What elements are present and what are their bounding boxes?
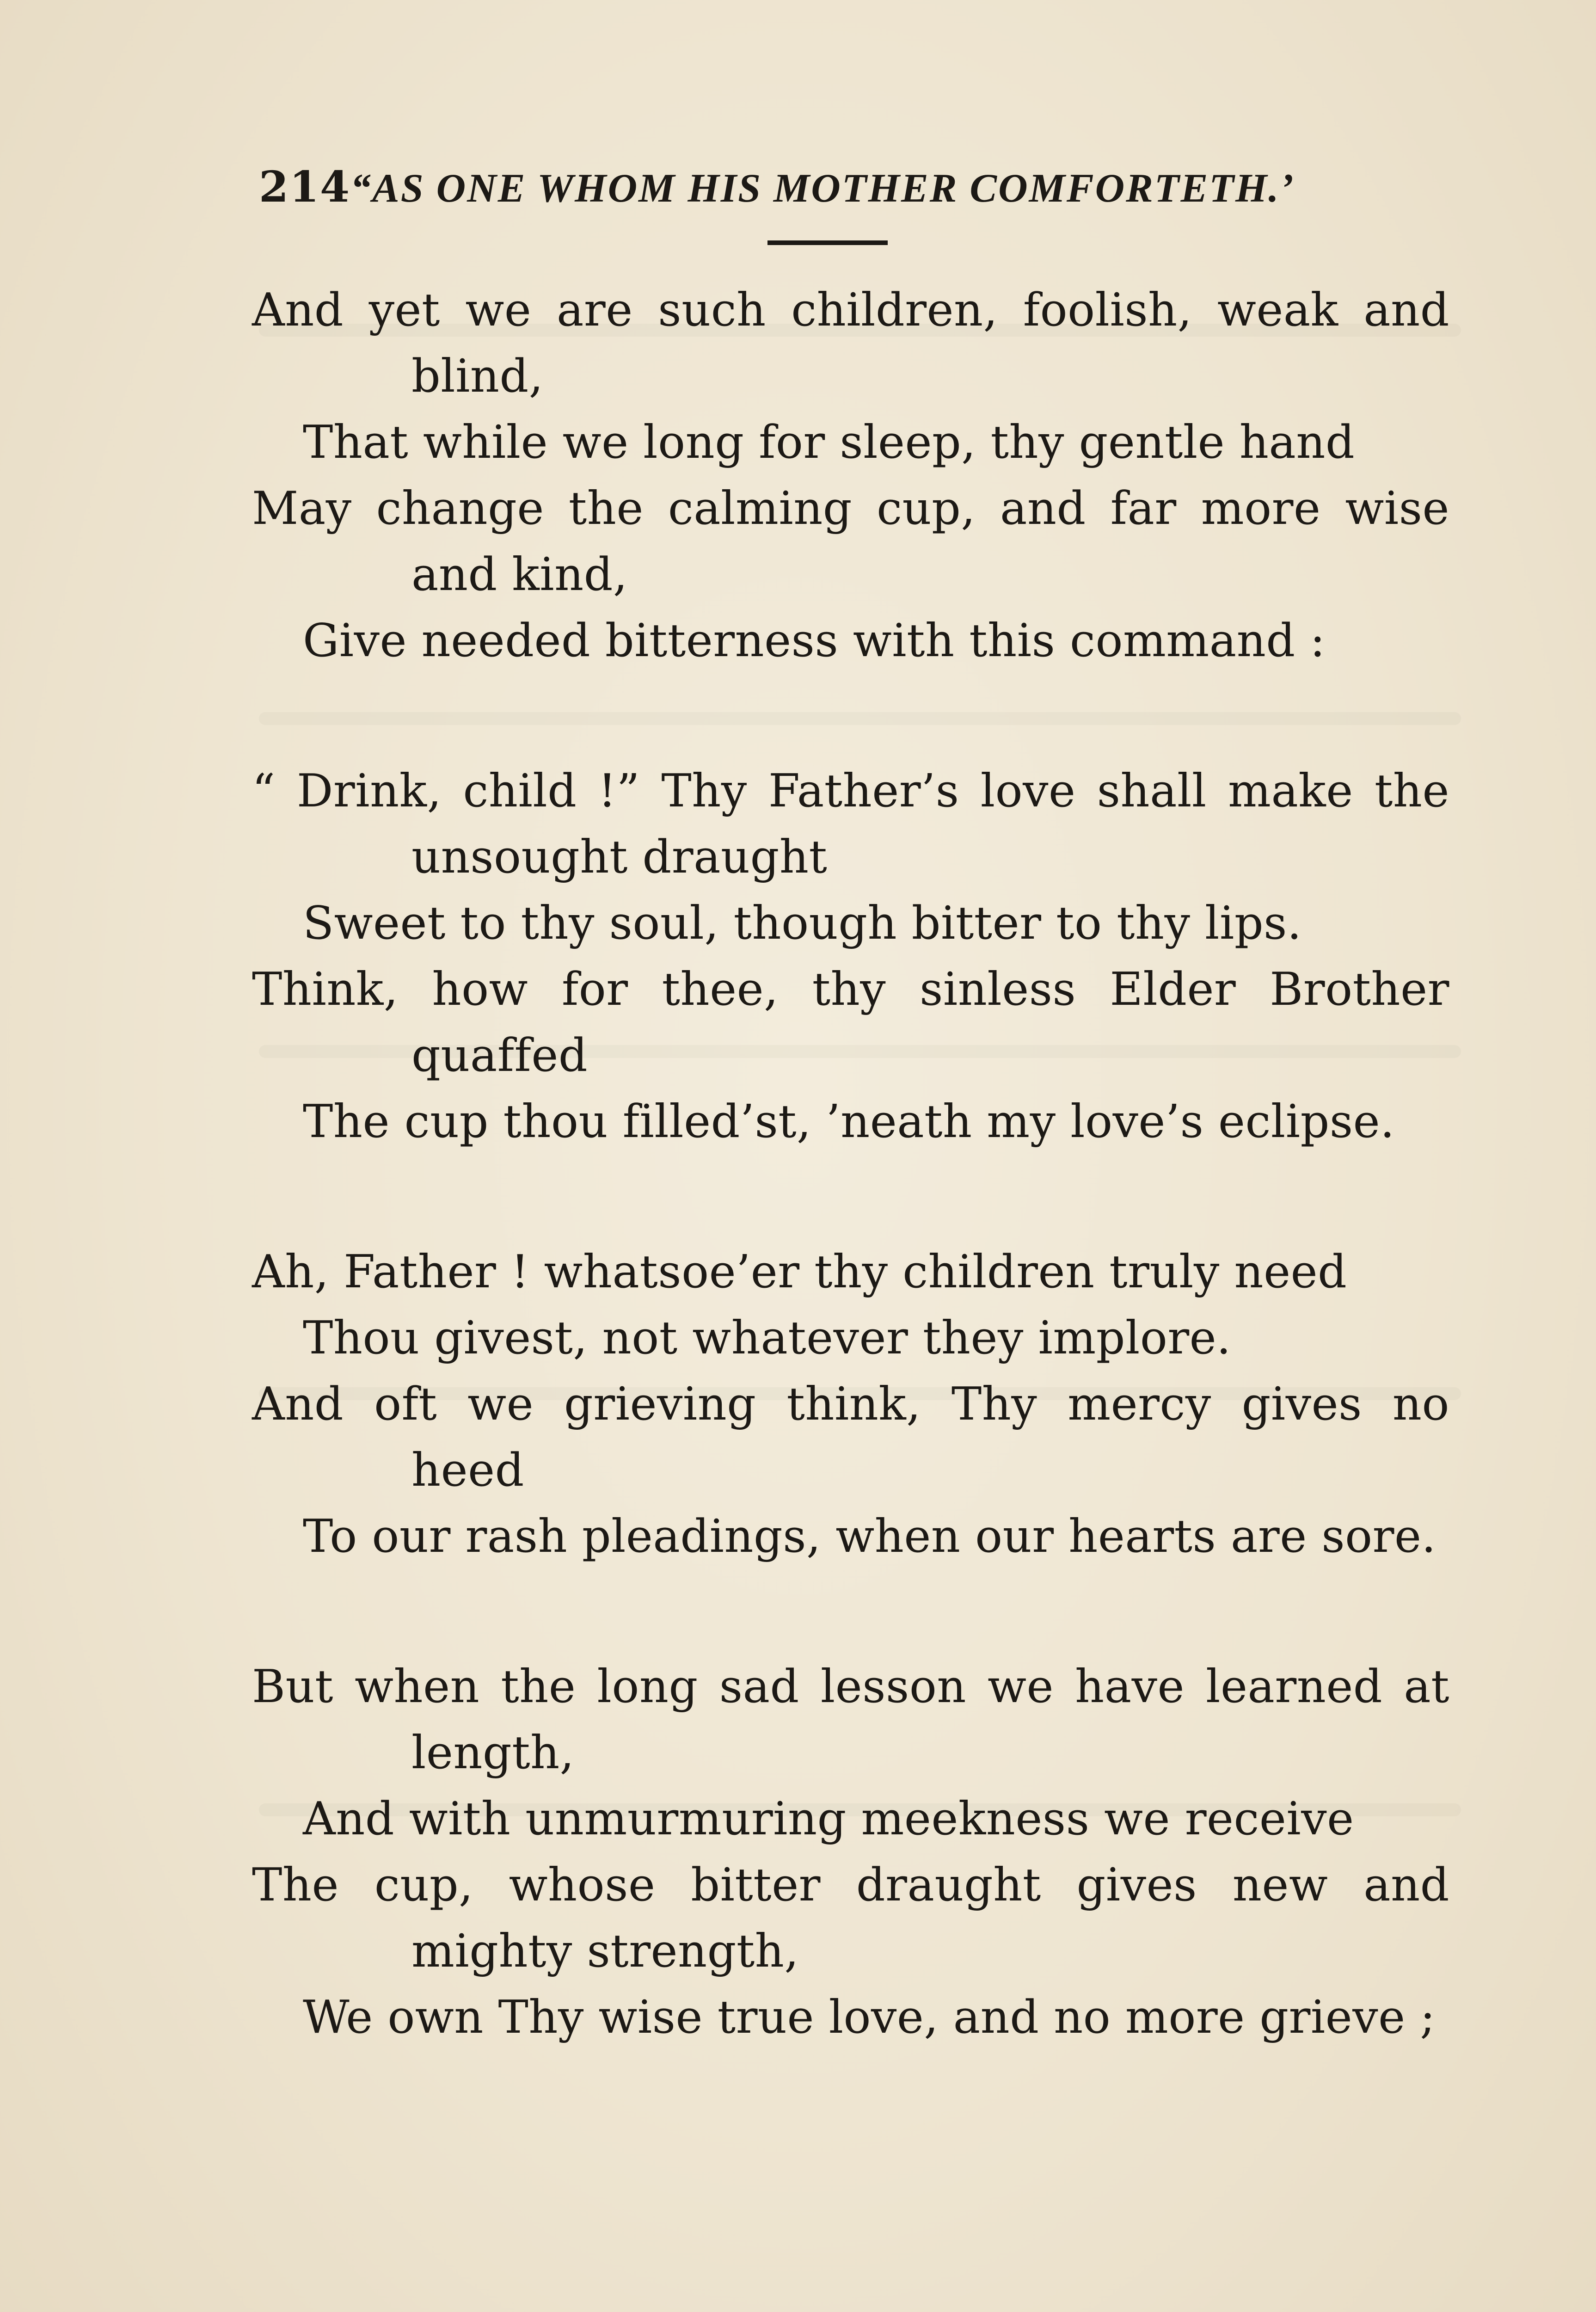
stanza-2 [252,758,1449,1155]
verse-line: And with unmurmuring meekness we receive [303,1793,1354,1845]
verse-line: “ Drink, child !” Thy Father’s love shall make the [252,765,1449,818]
verse-line: But when the long sad lesson we have learned at [252,1660,1449,1713]
verse-line: Thou givest, not whatever they implore. [303,1312,1231,1365]
verse-line-continuation: and kind, [411,548,628,601]
verse-line: We own Thy wise true love, and no more grieve ; [303,1991,1436,2044]
verse-line: To our rash pleadings, when our hearts are sore. [303,1510,1436,1563]
verse-line: May change the calming cup, and far more wise [252,482,1449,535]
stanza-3 [252,1239,1449,1570]
verse-line-continuation: heed [411,1444,524,1497]
verse-line: The cup thou filled’st, ’neath my love’s eclipse. [303,1095,1395,1148]
stanza-1 [252,277,1449,674]
verse-line: And yet we are such children, foolish, weak and [252,284,1449,337]
verse-line-continuation: length, [411,1727,575,1779]
verse-line: Ah, Father ! whatsoe’er thy children truly need [252,1246,1347,1298]
page-number: 214 [259,162,351,212]
verse-line: Sweet to thy soul, though bitter to thy lips. [303,897,1302,950]
verse-line: And oft we grieving think, Thy mercy gives no [252,1378,1449,1431]
verse-line: The cup, whose bitter draught gives new and [252,1859,1449,1912]
running-head [259,162,1443,217]
verse-line-continuation: blind, [411,350,544,403]
verse-line-continuation: unsought draught [411,831,828,884]
running-title: “AS ONE WHOM HIS MOTHER COMFORTETH.’ [350,166,1295,211]
poem [252,277,1449,2051]
verse-line: Give needed bitterness with this command : [303,615,1326,667]
verse-line-continuation: mighty strength, [411,1925,799,1978]
stanza-4 [252,1654,1449,2051]
verse-line: Think, how for thee, thy sinless Elder Brother [252,963,1449,1016]
verse-line: That while we long for sleep, thy gentle hand [303,416,1355,469]
header-rule [767,240,888,245]
verse-line-continuation: quaffed [411,1029,588,1082]
